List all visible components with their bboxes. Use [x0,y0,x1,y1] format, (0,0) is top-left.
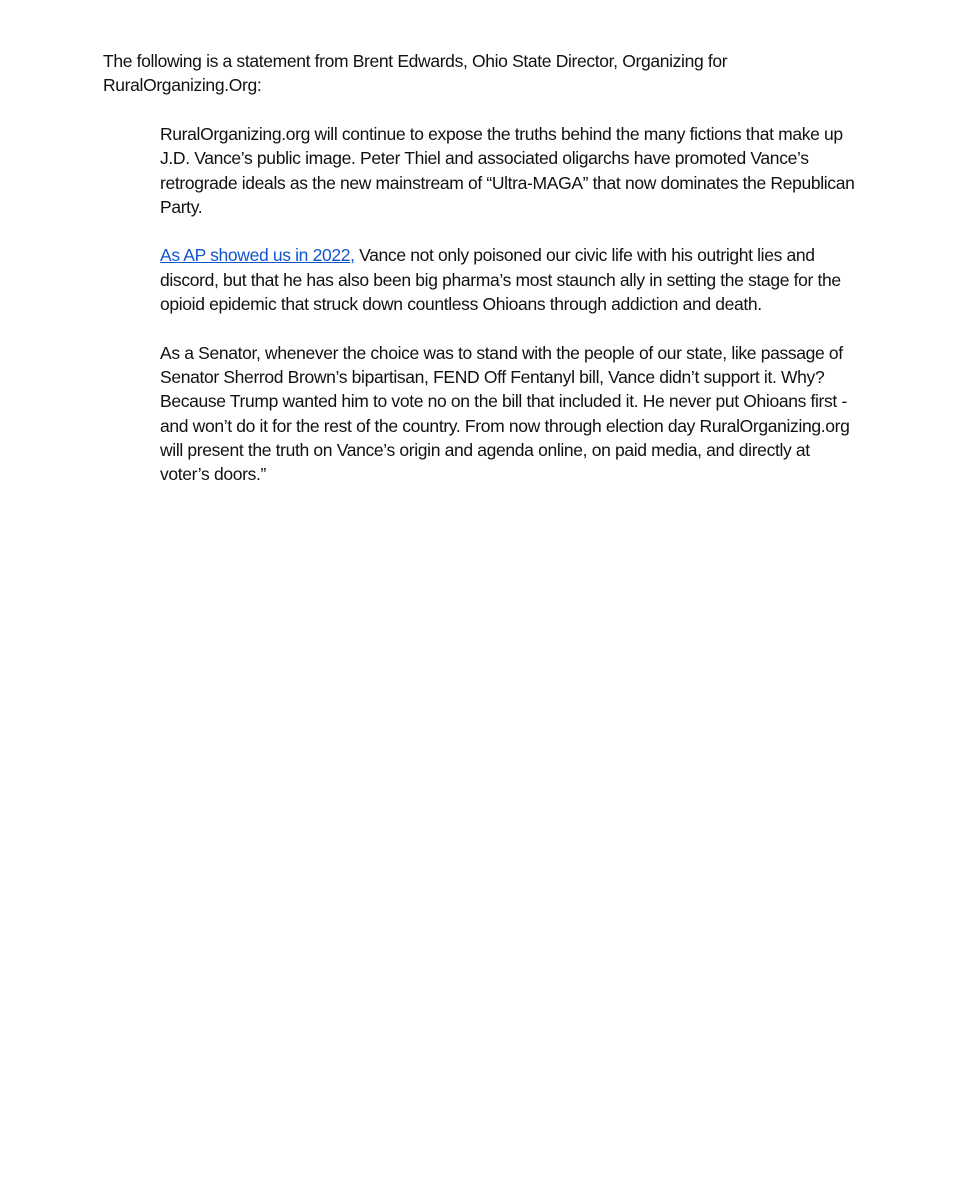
paragraph-text: RuralOrganizing.org will continue to expose the truths behind the many fictions that make up J.D. Vance’s public image. Peter Thiel and associated oligarchs have promoted Vance’s retrograde ideals as the new mainstream of “Ultra-MAGA” that now dominates the Republican Party. [160,124,855,217]
intro-paragraph: The following is a statement from Brent Edwards, Ohio State Director, Organizing for RuralOrganizing.Org: [103,51,728,96]
statement-paragraph-1 [160,122,860,219]
paragraph-text: Vance not only poisoned our civic life with his outright lies and discord, but that he has also been big pharma’s most staunch ally in setting the stage for the opioid epidemic that struck down countless Ohioans through addiction and death. [160,245,841,315]
paragraph-text: As a Senator, whenever the choice was to stand with the people of our state, like passage of Senator Sherrod Brown’s bipartisan, FEND Off Fentanyl bill, Vance didn’t support it. Why? Because Trump wanted him to vote no on the bill that included it. He never put Ohioans first - and won’t do it for the rest of the country. From now through election day RuralOrganizing.org will present the truth on Vance’s origin and agenda online, on paid media, and directly at voter’s doors.” [160,342,850,485]
statement-quote [160,122,860,511]
ap-2022-link[interactable]: As AP showed us in 2022, [160,245,355,266]
statement-paragraph-2 [160,243,860,316]
statement-paragraph-3 [160,341,860,487]
